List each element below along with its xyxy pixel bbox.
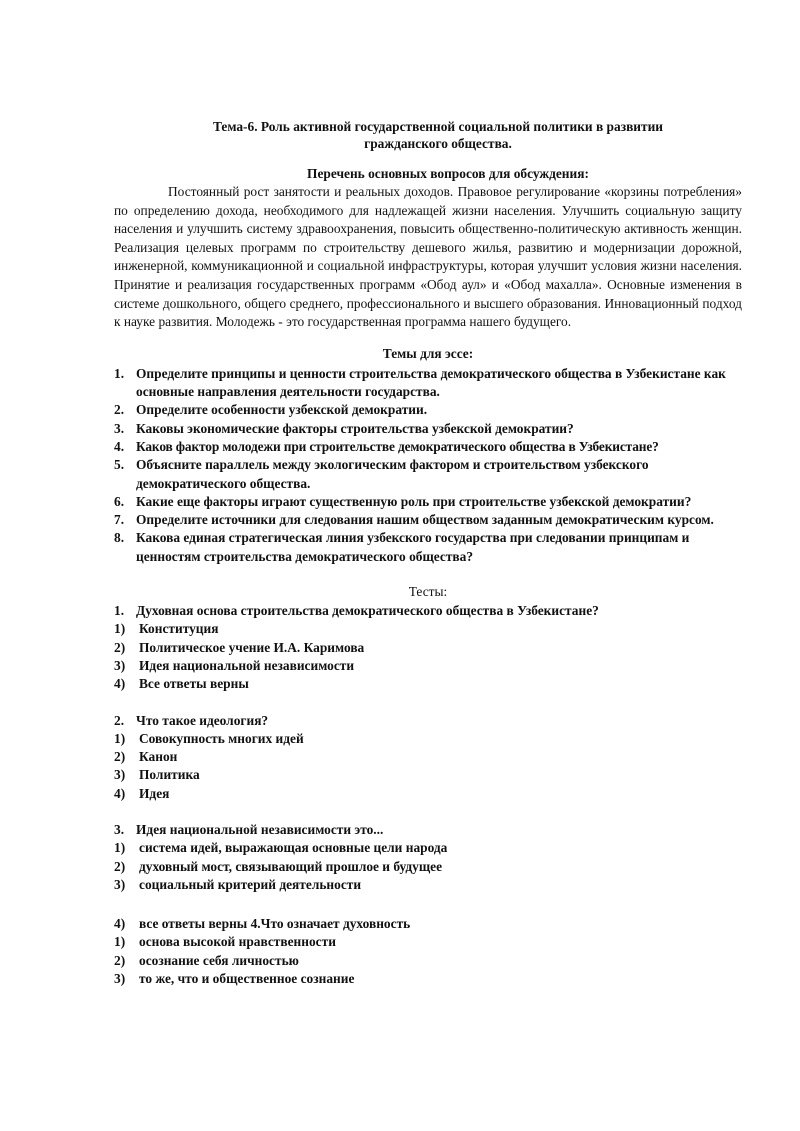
essay-topic — [114, 401, 742, 419]
answer-option — [114, 620, 742, 638]
tests-heading: Тесты: — [408, 584, 448, 600]
test-question — [114, 821, 742, 839]
essay-topic — [114, 420, 742, 438]
answer-option-text: Идея — [139, 785, 170, 801]
answer-options — [114, 730, 742, 803]
answer-option-number: 1) — [114, 730, 126, 746]
essay-topic — [114, 365, 742, 402]
spacer — [114, 803, 742, 820]
essay-topic-number: 8. — [114, 530, 125, 546]
answer-option — [114, 970, 742, 988]
answer-option-number: 3) — [114, 971, 126, 987]
answer-option-text: Идея национальной независимости — [139, 657, 355, 673]
answer-options — [114, 839, 742, 894]
test-question — [114, 915, 742, 933]
essay-topic-number: 7. — [114, 512, 125, 528]
essay-topic-text: Определите принципы и ценности строительства демократического общества в Узбекистане как основные направления деятельности государства. — [136, 365, 726, 400]
answer-option-text: Канон — [139, 749, 178, 765]
answer-option — [114, 858, 742, 876]
essay-topic — [114, 438, 742, 456]
answer-option-text: Совокупность многих идей — [139, 730, 304, 746]
answer-option — [114, 730, 742, 748]
test-question-text: Духовная основа строительства демократического общества в Узбекистане? — [136, 603, 599, 619]
answer-option-number: 1) — [114, 840, 126, 856]
test-question-block — [114, 821, 742, 894]
essay-topic-number: 2. — [114, 402, 125, 418]
answer-options — [114, 933, 742, 988]
answer-option-number: 3) — [114, 876, 126, 892]
answer-option-text: система идей, выражающая основные цели народа — [139, 840, 448, 856]
answer-option-text: Все ответы верны — [139, 676, 249, 692]
essay-topic-text: Объясните параллель между экологическим фактором и строительством узбекского демократического общества. — [136, 457, 649, 491]
essay-topic-text: Каковы экономические факторы строительства узбекской демократии? — [136, 420, 574, 436]
answer-option-number: 2) — [114, 749, 126, 765]
answer-option-text: осознание себя личностью — [139, 952, 299, 968]
answer-option — [114, 766, 742, 784]
test-question-number: 2. — [114, 712, 125, 728]
essay-topic-number: 3. — [114, 420, 125, 436]
answer-option-text: социальный критерий деятельности — [139, 876, 362, 892]
answer-option-number: 3) — [114, 657, 126, 673]
answer-option — [114, 876, 742, 894]
answer-option-number: 4) — [114, 676, 126, 692]
test-question-number: 4) — [114, 916, 126, 932]
essay-topic-list — [114, 365, 742, 566]
test-question-block — [114, 915, 742, 988]
answer-option — [114, 933, 742, 951]
answer-option-number: 2) — [114, 858, 126, 874]
answer-option-number: 4) — [114, 785, 126, 801]
answer-option-text: Политическое учение И.А. Каримова — [139, 639, 365, 655]
answer-option-number: 3) — [114, 767, 126, 783]
test-question-block — [114, 712, 742, 803]
spacer — [114, 894, 742, 914]
essay-topic-text: Какова единая стратегическая линия узбекского государства при следовании принципам и ценностям строительства демократического общества? — [136, 530, 690, 564]
answer-option — [114, 639, 742, 657]
answer-option-text: основа высокой нравственности — [139, 934, 336, 950]
answer-option-number: 2) — [114, 952, 126, 968]
essay-topic — [114, 511, 742, 529]
essay-topic-number: 4. — [114, 438, 125, 454]
essay-topic-text: Какие еще факторы играют существенную роль при строительстве узбекской демократии? — [136, 493, 692, 509]
title-line-1: Тема-6. Роль активной государственной социальной политики в развитии — [212, 119, 664, 134]
essay-topic-text: Каков фактор молодежи при строительстве демократического общества в Узбекистане? — [136, 438, 659, 454]
answer-option — [114, 839, 742, 857]
spacer — [114, 694, 742, 711]
title-line-2: гражданского общества. — [364, 136, 512, 151]
answer-option — [114, 785, 742, 803]
answer-options — [114, 620, 742, 693]
essay-topic — [114, 456, 742, 493]
essay-topic-number: 6. — [114, 493, 125, 509]
answer-option-number: 1) — [114, 621, 126, 637]
essay-heading: Темы для эссе: — [382, 345, 474, 361]
essay-topic-number: 5. — [114, 457, 125, 473]
answer-option-number: 2) — [114, 639, 126, 655]
answer-option-text: то же, что и общественное сознание — [139, 971, 355, 987]
questions-heading: Перечень основных вопросов для обсуждения: — [307, 166, 589, 181]
essay-topic-text: Определите источники для следования нашим обществом заданным демократическим курсом. — [136, 512, 714, 528]
answer-option — [114, 675, 742, 693]
test-question-text: все ответы верны 4.Что означает духовность — [139, 916, 411, 932]
test-question-text: Что такое идеология? — [136, 712, 269, 728]
essay-topic — [114, 493, 742, 511]
test-question-text: Идея национальной независимости это... — [136, 821, 384, 837]
essay-topic — [114, 529, 742, 566]
answer-option-text: Политика — [139, 767, 200, 783]
test-question — [114, 602, 742, 620]
answer-option-number: 1) — [114, 934, 126, 950]
essay-topic-text: Определите особенности узбекской демократии. — [136, 402, 428, 418]
answer-option-text: духовный мост, связывающий прошлое и будущее — [139, 858, 443, 874]
answer-option — [114, 657, 742, 675]
intro-paragraph: Постоянный рост занятости и реальных доходов. Правовое регулирование «корзины потребления» по определению дохода, необходимого для надлежащей жизни населения. Улучшить социальную защиту населения и улучшить систему здравоохранения, повысить общественно-политическую активность женщин. Реализация целевых программ по строительству дешевого жилья, развитию и модернизации дорожной, инженерной, коммуникационной и социальной инфраструктуры, которая улучшит условия жизни населения. Принятие и реализация государственных программ «Обод аул» и «Обод махалла». Основные изменения в системе дошкольного, общего среднего, профессионального и высшего образования. Инновационный подход к науке развития. Молодежь - это государственная программа нашего будущего. — [114, 184, 742, 330]
answer-option — [114, 952, 742, 970]
answer-option-text: Конституция — [139, 621, 219, 637]
test-question — [114, 712, 742, 730]
test-question-number: 3. — [114, 821, 125, 837]
answer-option — [114, 748, 742, 766]
document-title — [114, 118, 742, 152]
test-question-number: 1. — [114, 603, 125, 619]
essay-topic-number: 1. — [114, 365, 125, 381]
test-question-block — [114, 602, 742, 693]
